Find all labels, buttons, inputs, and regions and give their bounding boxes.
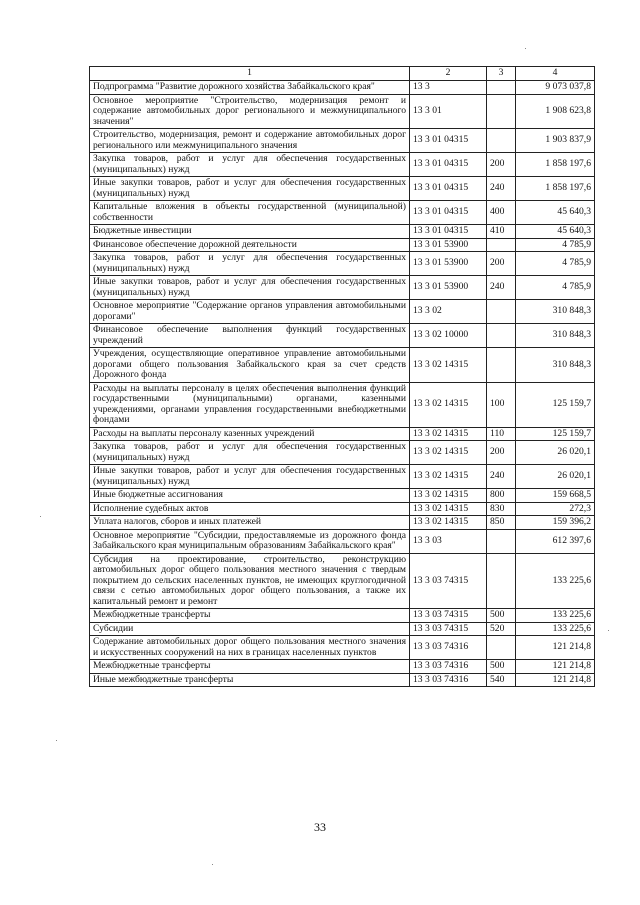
header-col-vr: 3 [487, 67, 516, 81]
cell-name: Иные закупки товаров, работ и услуг для обеспечения государственных (муниципальных) нужд [90, 177, 410, 201]
cell-code: 13 3 03 [410, 529, 487, 553]
cell-name: Иные межбюджетные трансферты [90, 673, 410, 687]
table-row [90, 324, 595, 348]
table-row [90, 81, 595, 95]
table-row [90, 502, 595, 516]
table-row [90, 252, 595, 276]
cell-code: 13 3 01 04315 [410, 153, 487, 177]
cell-sum: 159 396,2 [516, 516, 595, 530]
budget-table [89, 66, 595, 687]
table-row [90, 427, 595, 441]
table-row [90, 300, 595, 324]
cell-sum: 9 073 037,8 [516, 81, 595, 95]
table-row [90, 94, 595, 129]
scan-speck [608, 630, 609, 631]
table-row [90, 276, 595, 300]
table-row [90, 225, 595, 239]
cell-sum: 125 159,7 [516, 427, 595, 441]
cell-code: 13 3 01 04315 [410, 225, 487, 239]
cell-name: Финансовое обеспечение выполнения функций государственных учреждений [90, 324, 410, 348]
table-row [90, 529, 595, 553]
cell-sum: 45 640,3 [516, 225, 595, 239]
cell-name: Закупка товаров, работ и услуг для обеспечения государственных (муниципальных) нужд [90, 441, 410, 465]
cell-vr [487, 81, 516, 95]
table-header-row [90, 67, 595, 81]
cell-name: Иные закупки товаров, работ и услуг для обеспечения государственных (муниципальных) нужд [90, 276, 410, 300]
cell-code: 13 3 01 [410, 94, 487, 129]
cell-name: Капитальные вложения в объекты государственной (муниципальной) собственности [90, 201, 410, 225]
cell-vr [487, 94, 516, 129]
cell-name: Межбюджетные трансферты [90, 609, 410, 623]
header-col-name: 1 [90, 67, 410, 81]
page-number: 33 [314, 820, 326, 834]
cell-sum: 272,3 [516, 502, 595, 516]
cell-code: 13 3 02 14315 [410, 382, 487, 427]
cell-sum: 121 214,8 [516, 660, 595, 674]
scan-speck [40, 516, 41, 517]
cell-sum: 4 785,9 [516, 238, 595, 252]
table-row [90, 673, 595, 687]
cell-code: 13 3 02 14315 [410, 348, 487, 383]
cell-name: Закупка товаров, работ и услуг для обеспечения государственных (муниципальных) нужд [90, 252, 410, 276]
cell-sum: 310 848,3 [516, 348, 595, 383]
cell-name: Основное мероприятие "Субсидии, предоставляемые из дорожного фонда Забайкальского края муниципальным образованиям Забайкальского края" [90, 529, 410, 553]
cell-vr: 100 [487, 382, 516, 427]
cell-code: 13 3 01 53900 [410, 238, 487, 252]
cell-code: 13 3 01 53900 [410, 252, 487, 276]
cell-code: 13 3 03 74315 [410, 622, 487, 636]
table-row [90, 636, 595, 660]
cell-vr: 800 [487, 489, 516, 503]
table-row [90, 129, 595, 153]
cell-vr [487, 636, 516, 660]
table-row [90, 516, 595, 530]
cell-vr [487, 300, 516, 324]
cell-vr: 110 [487, 427, 516, 441]
cell-sum: 133 225,6 [516, 609, 595, 623]
table-row [90, 489, 595, 503]
cell-code: 13 3 03 74315 [410, 609, 487, 623]
cell-vr [487, 529, 516, 553]
cell-vr: 200 [487, 252, 516, 276]
table-row [90, 660, 595, 674]
table-row [90, 201, 595, 225]
cell-vr: 520 [487, 622, 516, 636]
table-row [90, 441, 595, 465]
cell-sum: 4 785,9 [516, 276, 595, 300]
cell-sum: 45 640,3 [516, 201, 595, 225]
cell-vr: 540 [487, 673, 516, 687]
cell-name: Исполнение судебных актов [90, 502, 410, 516]
cell-code: 13 3 01 53900 [410, 276, 487, 300]
cell-vr: 500 [487, 660, 516, 674]
cell-sum: 310 848,3 [516, 300, 595, 324]
cell-code: 13 3 [410, 81, 487, 95]
cell-sum: 133 225,6 [516, 553, 595, 609]
header-col-code: 2 [410, 67, 487, 81]
cell-name: Содержание автомобильных дорог общего пользования местного значения и искусственных сооружений на них в границах населенных пунктов [90, 636, 410, 660]
cell-name: Бюджетные инвестиции [90, 225, 410, 239]
cell-vr [487, 348, 516, 383]
cell-vr: 850 [487, 516, 516, 530]
cell-code: 13 3 02 14315 [410, 427, 487, 441]
cell-name: Иные бюджетные ассигнования [90, 489, 410, 503]
header-col-sum: 4 [516, 67, 595, 81]
cell-vr: 200 [487, 153, 516, 177]
cell-name: Расходы на выплаты персоналу казенных учреждений [90, 427, 410, 441]
cell-sum: 159 668,5 [516, 489, 595, 503]
cell-vr: 410 [487, 225, 516, 239]
cell-sum: 121 214,8 [516, 636, 595, 660]
cell-sum: 133 225,6 [516, 622, 595, 636]
cell-vr [487, 553, 516, 609]
cell-name: Расходы на выплаты персоналу в целях обеспечения выполнения функций государственными (муниципальными) органами, казенными учреждениями, органами управления государственными внебюджетными фондами [90, 382, 410, 427]
cell-vr: 240 [487, 465, 516, 489]
cell-code: 13 3 02 14315 [410, 441, 487, 465]
cell-vr [487, 238, 516, 252]
table-row [90, 238, 595, 252]
cell-sum: 1 858 197,6 [516, 153, 595, 177]
cell-sum: 310 848,3 [516, 324, 595, 348]
cell-name: Уплата налогов, сборов и иных платежей [90, 516, 410, 530]
cell-name: Учреждения, осуществляющие оперативное управление автомобильными дорогами общего пользования Забайкальского края за счет средств Дорожного фонда [90, 348, 410, 383]
cell-vr: 240 [487, 177, 516, 201]
cell-sum: 1 858 197,6 [516, 177, 595, 201]
scan-speck [56, 740, 57, 741]
cell-name: Подпрограмма "Развитие дорожного хозяйства Забайкальского края" [90, 81, 410, 95]
table-body [90, 81, 595, 687]
table-row [90, 609, 595, 623]
cell-code: 13 3 02 14315 [410, 465, 487, 489]
cell-code: 13 3 01 04315 [410, 129, 487, 153]
cell-code: 13 3 03 74316 [410, 660, 487, 674]
scan-speck [525, 48, 526, 49]
cell-code: 13 3 03 74315 [410, 553, 487, 609]
cell-vr: 200 [487, 441, 516, 465]
cell-sum: 26 020,1 [516, 465, 595, 489]
cell-name: Закупка товаров, работ и услуг для обеспечения государственных (муниципальных) нужд [90, 153, 410, 177]
cell-name: Межбюджетные трансферты [90, 660, 410, 674]
table-row [90, 177, 595, 201]
cell-vr [487, 324, 516, 348]
cell-code: 13 3 02 14315 [410, 502, 487, 516]
cell-code: 13 3 03 74316 [410, 673, 487, 687]
cell-name: Основное мероприятие "Строительство, модернизация ремонт и содержание автомобильных дорог регионального и межмуниципального значения" [90, 94, 410, 129]
cell-name: Иные закупки товаров, работ и услуг для обеспечения государственных (муниципальных) нужд [90, 465, 410, 489]
scan-speck [212, 864, 213, 865]
cell-code: 13 3 02 14315 [410, 516, 487, 530]
table-row [90, 465, 595, 489]
table-row [90, 153, 595, 177]
table-row [90, 622, 595, 636]
cell-name: Финансовое обеспечение дорожной деятельности [90, 238, 410, 252]
cell-vr: 400 [487, 201, 516, 225]
cell-sum: 121 214,8 [516, 673, 595, 687]
cell-name: Строительство, модернизация, ремонт и содержание автомобильных дорог регионального или межмуниципального значения [90, 129, 410, 153]
cell-sum: 1 908 623,8 [516, 94, 595, 129]
cell-sum: 612 397,6 [516, 529, 595, 553]
cell-code: 13 3 01 04315 [410, 201, 487, 225]
cell-code: 13 3 02 10000 [410, 324, 487, 348]
cell-code: 13 3 01 04315 [410, 177, 487, 201]
table-row [90, 382, 595, 427]
cell-sum: 125 159,7 [516, 382, 595, 427]
cell-name: Субсидия на проектирование, строительство, реконструкцию автомобильных дорог общего пользования местного значения с твердым покрытием до сельских населенных пунктов, не имеющих круглогодичной связи с сетью автомобильных дорог общего пользования, а также их капитальный ремонт и ремонт [90, 553, 410, 609]
cell-vr: 240 [487, 276, 516, 300]
cell-sum: 4 785,9 [516, 252, 595, 276]
table-row [90, 553, 595, 609]
cell-name: Основное мероприятие "Содержание органов управления автомобильными дорогами" [90, 300, 410, 324]
cell-code: 13 3 03 74316 [410, 636, 487, 660]
cell-vr [487, 129, 516, 153]
table-row [90, 348, 595, 383]
cell-sum: 26 020,1 [516, 441, 595, 465]
cell-code: 13 3 02 [410, 300, 487, 324]
cell-name: Субсидии [90, 622, 410, 636]
cell-code: 13 3 02 14315 [410, 489, 487, 503]
cell-vr: 830 [487, 502, 516, 516]
cell-sum: 1 903 837,9 [516, 129, 595, 153]
cell-vr: 500 [487, 609, 516, 623]
